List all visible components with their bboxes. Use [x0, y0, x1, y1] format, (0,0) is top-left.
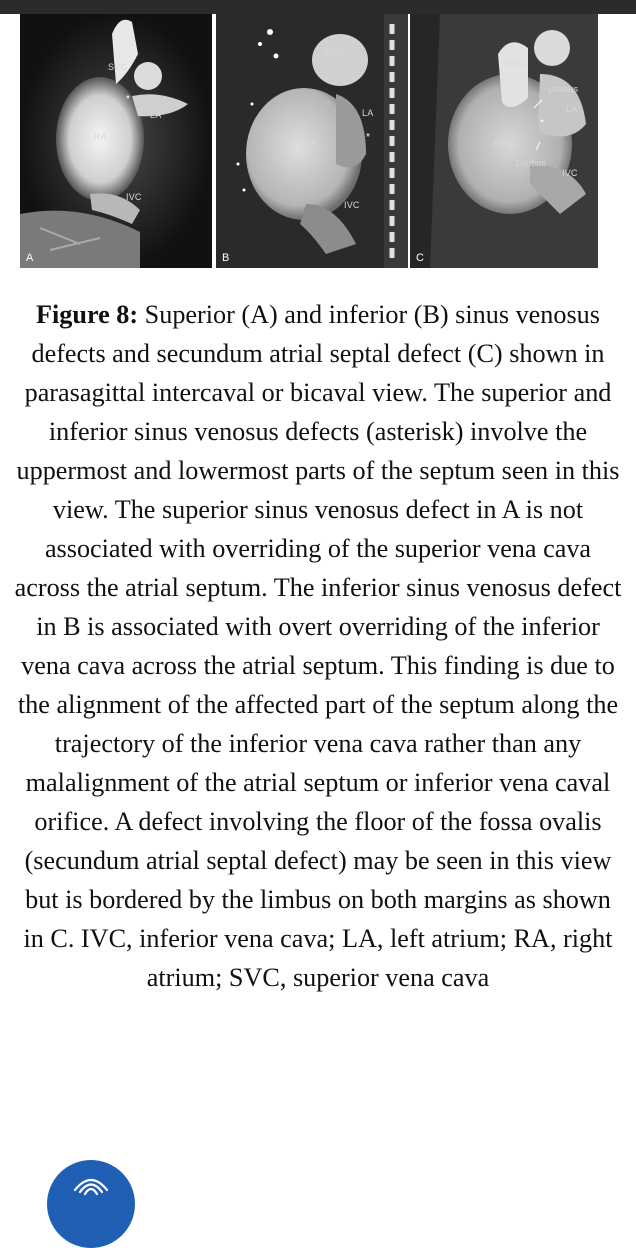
panel-a-ivc-label: IVC: [126, 192, 142, 202]
fingerprint-icon: [71, 1168, 111, 1196]
panel-a-ra-label: RA: [94, 132, 107, 142]
panel-b-svc-label: SVC: [324, 48, 344, 58]
panel-b-la-label: LA: [362, 108, 374, 118]
panel-b-ivc-label: IVC: [344, 200, 360, 210]
panel-a-svc-label: SVC: [108, 62, 128, 72]
panel-c-letter: C: [416, 252, 424, 264]
panel-c-svc-label: SVC: [506, 58, 526, 68]
panel-a-la-label: LA: [150, 110, 162, 120]
panel-a-letter: A: [26, 252, 34, 264]
figure-caption-text: Superior (A) and inferior (B) sinus venosus defects and secundum atrial septal defect (C) shown in parasagittal intercaval or bicaval view. The superior and inferior sinus venosus defects (asterisk) involve the uppermost and lowermost parts of the septum seen in this view. The superior sinus venosus defect in A is not associated with overriding of the superior vena cava across the atrial septum. The inferior sinus venosus defect in B is associated with overt overriding of the inferior vena cava across the atrial septum. This finding is due to the alignment of the affected part of the septum along the trajectory of the inferior vena cava rather than any malalignment of the atrial septum or inferior vena caval orifice. A defect involving the floor of the fossa ovalis (secundum atrial septal defect) may be seen in this view but is bordered by the limbus on both margins as shown in C. IVC, inferior vena cava; LA, left atrium; RA, right atrium; SVC, superior vena cava: [14, 300, 622, 992]
panel-b-ra-label: RA: [304, 138, 317, 148]
top-bar: [0, 0, 636, 14]
fingerprint-button[interactable]: [47, 1160, 135, 1248]
panel-a-image: [20, 14, 212, 268]
panel-c-ivc-label: IVC: [562, 168, 578, 178]
figure-8-images: [20, 14, 598, 268]
figure-caption-label: Figure 8:: [36, 300, 139, 329]
panel-c-la-label: LA: [566, 104, 578, 114]
panel-c-limbus-top-label: Limbus: [548, 84, 579, 94]
panel-c-asterisk: *: [540, 118, 544, 129]
panel-b: [216, 14, 408, 268]
figure-caption: [14, 295, 622, 997]
panel-a-asterisk: *: [126, 94, 130, 105]
panel-b-asterisk: *: [366, 132, 370, 143]
panel-a: [20, 14, 212, 268]
panel-c-limbus-bottom-label: Limbus: [516, 158, 547, 168]
panel-c: [410, 14, 598, 268]
panel-b-letter: B: [222, 252, 230, 264]
panel-c-ra-label: RA: [494, 138, 507, 148]
